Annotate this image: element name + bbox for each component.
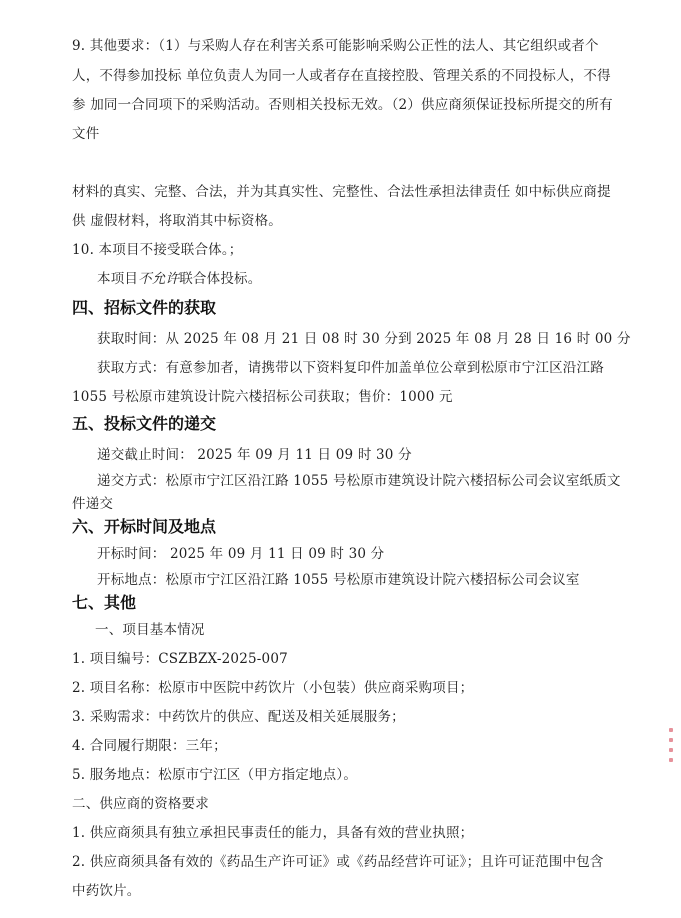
list-item: 中药饮片。: [72, 883, 141, 899]
subsection-qualifications: 二、供应商的资格要求: [72, 796, 209, 812]
consortium-suffix: 联合体投标。: [179, 271, 262, 287]
text-line: 文件: [72, 126, 100, 142]
section-6-heading: 六、开标时间及地点: [72, 517, 217, 536]
text-line: 人，不得参加投标 单位负责人为同一人或者存在直接控股、管理关系的不同投标人，不得: [72, 68, 611, 84]
list-item: 2. 项目名称：松原市中医院中药饮片（小包装）供应商采购项目；: [72, 680, 474, 696]
section-5-heading: 五、投标文件的递交: [72, 414, 217, 433]
consortium-prefix: 本项目: [97, 271, 139, 287]
subsection-basic-info: 一、项目基本情况: [95, 622, 205, 638]
opening-time: 开标时间： 2025 年 09 月 11 日 09 时 30 分: [97, 546, 385, 562]
text-line: 材料的真实、完整、合法，并为其真实性、完整性、合法性承担法律责任 如中标供应商提: [72, 184, 611, 200]
submission-deadline: 递交截止时间： 2025 年 09 月 11 日 09 时 30 分: [97, 447, 412, 463]
list-item: 2. 供应商须具备有效的《药品生产许可证》或《药品经营许可证》；且许可证范围中包含: [72, 854, 604, 870]
consortium-note: [97, 270, 641, 288]
list-item: 5. 服务地点：松原市宁江区（甲方指定地点）。: [72, 767, 358, 783]
list-item: 1. 项目编号：CSZBZX-2025-007: [72, 651, 288, 667]
list-item: 4. 合同履行期限：三年；: [72, 738, 227, 754]
acquisition-method-cont: 1055 号松原市建筑设计院六楼招标公司获取；售价：1000 元: [72, 389, 453, 405]
text-line: 10. 本项目不接受联合体。；: [72, 242, 243, 258]
opening-place: 开标地点：松原市宁江区沿江路 1055 号松原市建筑设计院六楼招标公司会议室: [97, 572, 580, 588]
section-7-heading: 七、其他: [72, 593, 137, 612]
acquisition-method: 获取方式：有意参加者，请携带以下资料复印件加盖单位公章到松原市宁江区沿江路: [97, 360, 604, 376]
list-item: 3. 采购需求：中药饮片的供应、配送及相关延展服务；: [72, 709, 405, 725]
seal-stamp-edge: [665, 722, 679, 778]
text-line: 供 虚假材料，将取消其中标资格。: [72, 213, 282, 229]
section-4-heading: 四、招标文件的获取: [72, 298, 217, 317]
text-line: 参 加同一合同项下的采购活动。否则相关投标无效。（2）供应商须保证投标所提交的所有: [72, 97, 613, 113]
consortium-emphasis: 不允许: [138, 271, 180, 287]
submission-method: 递交方式：松原市宁江区沿江路 1055 号松原市建筑设计院六楼招标公司会议室纸质文: [97, 473, 621, 489]
text-line: 9. 其他要求：（1）与采购人存在利害关系可能影响采购公正性的法人、其它组织或者个: [72, 38, 599, 54]
submission-method-cont: 件递交: [72, 496, 114, 512]
acquisition-time: 获取时间：从 2025 年 08 月 21 日 08 时 30 分到 2025 年 08 月 28 日 16 时 00 分: [97, 331, 631, 347]
list-item: 1. 供应商须具有独立承担民事责任的能力，具备有效的营业执照；: [72, 825, 474, 841]
